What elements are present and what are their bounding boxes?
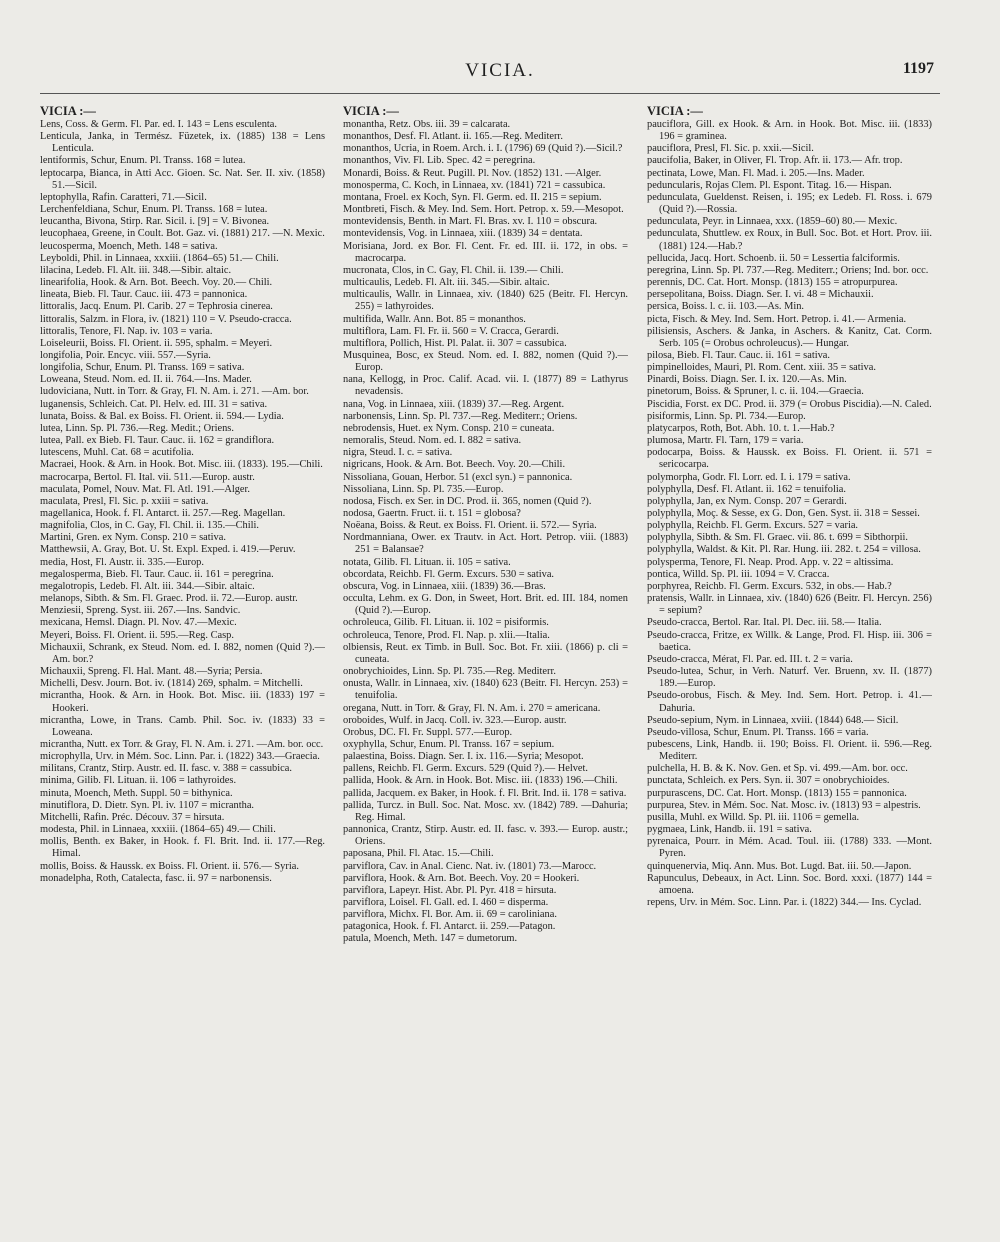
index-entry: leucantha, Bivona, Stirp. Rar. Sicil. i. [9] = V. Bivonea. [40, 216, 270, 228]
index-entry: onusta, Wallr. in Linnaea, xiv. (1840) 623 (Beitr. Fl. Hercyn. 253) = tenuifolia. [343, 678, 628, 702]
index-entry: monanthos, Desf. Fl. Atlant. ii. 165.—Reg. Mediterr. [343, 131, 563, 143]
index-entry: pectinata, Lowe, Man. Fl. Mad. i. 205.—Ins. Mader. [647, 167, 865, 179]
index-entry: pimpinelloides, Mauri, Pl. Rom. Cent. xiii. 35 = sativa. [647, 362, 876, 374]
index-entry: onobrychioides, Linn. Sp. Pl. 735.—Reg. Mediterr. [343, 666, 556, 678]
index-entry: perennis, DC. Cat. Hort. Monsp. (1813) 155 = atropurpurea. [647, 277, 898, 289]
index-entry: peduncularis, Rojas Clem. Pl. Espont. Titag. 16.— Hispan. [647, 179, 892, 191]
index-entry: podocarpa, Boiss. & Haussk. ex Boiss. Fl. Orient. ii. 571 = sericocarpa. [647, 447, 932, 471]
index-entry: pedunculata, Peyr. in Linnaea, xxx. (1859–60) 80.— Mexic. [647, 216, 898, 228]
index-entry: leucophaea, Greene, in Coult. Bot. Gaz. vi. (1881) 217. —N. Mexic. [40, 228, 325, 240]
index-entry: Nordmanniana, Ower. ex Trautv. in Act. Hort. Petrop. viii. (1883) 251 = Balansae? [343, 532, 628, 556]
index-entry: lutea, Pall. ex Bieb. Fl. Taur. Cauc. ii. 162 = grandiflora. [40, 435, 275, 447]
index-entry: Leyboldi, Phil. in Linnaea, xxxiii. (1864–65) 51.— Chili. [40, 252, 279, 264]
index-entry: polyphylla, Jan, ex Nym. Consp. 207 = Gerardi. [647, 495, 847, 507]
index-entry: notata, Gilib. Fl. Lituan. ii. 105 = sativa. [343, 556, 511, 568]
index-entry: Orobus, DC. Fl. Fr. Suppl. 577.—Europ. [343, 726, 513, 738]
index-entry: media, Host, Fl. Austr. ii. 335.—Europ. [40, 556, 204, 568]
entry-list [40, 119, 325, 885]
index-entry: Rapunculus, Debeaux, in Act. Linn. Soc. Bord. xxxi. (1877) 144 = amoena. [647, 872, 932, 896]
index-entry: Michelli, Desv. Journ. Bot. iv. (1814) 269, sphalm. = Mitchelli. [40, 678, 303, 690]
index-entry: Piscidia, Forst. ex DC. Prod. ii. 379 (= Orobus Piscidia).—N. Caled. [647, 398, 932, 410]
index-entry: minutiflora, D. Dietr. Syn. Pl. iv. 1107 = micrantha. [40, 799, 255, 811]
index-entry: paposana, Phil. Fl. Atac. 15.—Chili. [343, 848, 494, 860]
index-entry: microphylla, Urv. in Mém. Soc. Linn. Par. i. (1822) 343.—Graecia. [40, 751, 320, 763]
index-entry: nigricans, Hook. & Arn. Bot. Beech. Voy. 20.—Chili. [343, 459, 566, 471]
index-entry: Martini, Gren. ex Nym. Consp. 210 = sativa. [40, 532, 226, 544]
index-entry: multiflora, Pollich, Hist. Pl. Palat. ii. 307 = cassubica. [343, 337, 567, 349]
index-entry: plumosa, Martr. Fl. Tarn, 179 = varia. [647, 435, 804, 447]
index-entry: magellanica, Hook. f. Fl. Antarct. ii. 257.—Reg. Magellan. [40, 508, 286, 519]
index-entry: Pseudo-villosa, Schur, Enum. Pl. Transs. 166 = varia. [647, 726, 869, 738]
header-rule [40, 93, 940, 94]
index-entry: longifolia, Poir. Encyc. viii. 557.—Syria. [40, 349, 211, 361]
index-entry: pannonica, Crantz, Stirp. Austr. ed. II. fasc. v. 393.— Europ. austr.; Oriens. [343, 824, 628, 848]
index-entry: leptophylla, Rafin. Caratteri, 71.—Sicil. [40, 191, 207, 203]
index-entry: pallida, Jacquem. ex Baker, in Hook. f. Fl. Brit. Ind. ii. 178 = sativa. [343, 787, 627, 799]
index-entry: Loiseleurii, Boiss. Fl. Orient. ii. 595, sphalm. = Meyeri. [40, 337, 273, 349]
index-entry: polysperma, Tenore, Fl. Neap. Prod. App. v. 22 = altissima. [647, 556, 894, 568]
index-entry: purpurea, Stev. in Mém. Soc. Nat. Mosc. iv. (1813) 93 = alpestris. [647, 799, 921, 811]
index-entry: megalosperma, Bieb. Fl. Taur. Cauc. ii. 161 = peregrina. [40, 568, 274, 580]
index-entry: lentiformis, Schur, Enum. Pl. Transs. 168 = lutea. [40, 155, 246, 167]
index-entry: occulta, Lehm. ex G. Don, in Sweet, Hort. Brit. ed. III. 184, nomen (Quid ?).—Europ. [343, 593, 628, 617]
index-entry: minima, Gilib. Fl. Lituan. ii. 106 = lathyroides. [40, 775, 237, 787]
index-entry: lilacina, Ledeb. Fl. Alt. iii. 348.—Sibir. altaic. [40, 264, 232, 276]
column-2 [343, 104, 628, 1224]
index-entry: oregana, Nutt. in Torr. & Gray, Fl. N. Am. i. 270 = americana. [343, 702, 601, 714]
index-entry: micrantha, Hook. & Arn. in Hook. Bot. Misc. iii. (1833) 197 = Hookeri. [40, 690, 325, 714]
index-entry: pubescens, Link, Handb. ii. 190; Boiss. Fl. Orient. ii. 596.—Reg. Mediterr. [647, 738, 932, 763]
index-entry: pallida, Hook. & Arn. in Hook. Bot. Misc. iii. (1833) 196.—Chili. [343, 775, 618, 787]
index-entry: pauciflora, Presl, Fl. Sic. p. xxii.—Sicil. [647, 143, 814, 155]
index-entry: Pseudo-cracca, Mérat, Fl. Par. ed. III. t. 2 = varia. [647, 653, 853, 665]
index-entry: narbonensis, Linn. Sp. Pl. 737.—Reg. Mediterr.; Oriens. [343, 410, 578, 422]
index-entry: pisiformis, Linn. Sp. Pl. 734.—Europ. [647, 410, 806, 422]
index-entry: megalotropis, Ledeb. Fl. Alt. iii. 344.—Sibir. altaic. [40, 580, 255, 592]
index-entry: porphyrea, Reichb. Fl. Germ. Excurs. 532, in obs.— Hab.? [647, 580, 892, 592]
index-entry: persepolitana, Boiss. Diagn. Ser. I. vi. 48 = Michauxii. [647, 289, 874, 301]
index-entry: pilosa, Bieb. Fl. Taur. Cauc. ii. 161 = sativa. [647, 349, 831, 361]
index-entry: polyphylla, Waldst. & Kit. Pl. Rar. Hung. iii. 282. t. 254 = villosa. [647, 544, 921, 556]
index-entry: Menziesii, Spreng. Syst. iii. 267.—Ins. Sandvic. [40, 605, 241, 617]
index-entry: nebrodensis, Huet. ex Nym. Consp. 210 = cuneata. [343, 422, 555, 434]
index-entry: leucosperma, Moench, Meth. 148 = sativa. [40, 240, 218, 252]
index-entry: Pseudo-orobus, Fisch. & Mey. Ind. Sem. Hort. Petrop. i. 41.—Dahuria. [647, 690, 932, 714]
index-entry: mexicana, Hemsl. Diagn. Pl. Nov. 47.—Mexic. [40, 617, 237, 629]
index-entry: Michauxii, Schrank, ex Steud. Nom. ed. I. 882, nomen (Quid ?).—Am. bor.? [40, 641, 325, 665]
index-entry: montevidensis, Benth. in Mart. Fl. Bras. xv. I. 110 = obscura. [343, 216, 598, 228]
index-entry: pellucida, Jacq. Hort. Schoenb. ii. 50 = Lessertia falciformis. [647, 252, 900, 264]
index-entry: parviflora, Michx. Fl. Bor. Am. ii. 69 = caroliniana. [343, 909, 557, 921]
index-entry: luganensis, Schleich. Cat. Pl. Helv. ed. III. 31 = sativa. [40, 398, 268, 410]
index-entry: mollis, Benth. ex Baker, in Hook. f. Fl. Brit. Ind. ii. 177.—Reg. Himal. [40, 836, 325, 860]
index-entry: pedunculata, Gueldenst. Reisen, i. 195; ex Ledeb. Fl. Ross. i. 679 (Quid ?).—Rossia. [647, 191, 932, 216]
index-entry: longifolia, Schur, Enum. Pl. Transs. 169 = sativa. [40, 362, 245, 374]
index-entry: ochroleuca, Tenore, Prod. Fl. Nap. p. xlii.—Italia. [343, 629, 550, 641]
index-entry: pyrenaica, Pourr. in Mém. Acad. Toul. iii. (1788) 333. —Mont. Pyren. [647, 836, 932, 860]
index-entry: oxyphylla, Schur, Enum. Pl. Transs. 167 = sepium. [343, 738, 555, 750]
index-entry: obcordata, Reichb. Fl. Germ. Excurs. 530 = sativa. [343, 568, 555, 580]
index-entry: pauciflora, Gill. ex Hook. & Arn. in Hook. Bot. Misc. iii. (1833) 196 = graminea. [647, 119, 932, 143]
index-entry: obscura, Vog. in Linnaea, xiii. (1839) 36.—Bras. [343, 580, 546, 592]
index-entry: lineata, Bieb. Fl. Taur. Cauc. iii. 473 = pannonica. [40, 289, 248, 301]
page-title: VICIA. [465, 60, 535, 81]
index-entry: pratensis, Wallr. in Linnaea, xiv. (1840) 626 (Beitr. Fl. Hercyn. 256) = sepium? [647, 593, 932, 617]
index-entry: parviflora, Loisel. Fl. Gall. ed. I. 460 = disperma. [343, 897, 549, 908]
index-entry: monadelpha, Roth, Catalecta, fasc. ii. 97 = narbonensis. [40, 872, 272, 884]
index-entry: maculata, Presl, Fl. Sic. p. xxiii = sativa. [40, 495, 209, 507]
index-entry: peregrina, Linn. Sp. Pl. 737.—Reg. Mediterr.; Oriens; Ind. bor. occ. [647, 264, 929, 276]
index-entry: Lerchenfeldiana, Schur, Enum. Pl. Transs. 168 = lutea. [40, 204, 268, 216]
index-entry: nana, Vog. in Linnaea, xiii. (1839) 37.—Reg. Argent. [343, 398, 565, 410]
index-entry: nodosa, Gaertn. Fruct. ii. t. 151 = globosa? [343, 508, 521, 519]
index-entry: Pseudo-lutea, Schur, in Verh. Naturf. Ver. Bruenn, xv. II. (1877) 189.—Europ. [647, 666, 932, 690]
index-entry: montevidensis, Vog. in Linnaea, xiii. (1839) 34 = dentata. [343, 228, 583, 240]
entry-list [343, 119, 628, 946]
index-entry: Michauxii, Spreng. Fl. Hal. Mant. 48.—Syria; Persia. [40, 666, 263, 678]
index-entry: parviflora, Hook. & Arn. Bot. Beech. Voy. 20 = Hookeri. [343, 872, 580, 884]
index-entry: Macraei, Hook. & Arn. in Hook. Bot. Misc. iii. (1833). 195.—Chili. [40, 459, 323, 471]
index-entry: polymorpha, Godr. Fl. Lorr. ed. I. i. 179 = sativa. [647, 471, 851, 483]
index-entry: polyphylla, Moç. & Sesse, ex G. Don, Gen. Syst. ii. 318 = Sessei. [647, 508, 920, 519]
index-entry: Lens, Coss. & Germ. Fl. Par. ed. I. 143 = Lens esculenta. [40, 119, 278, 130]
index-entry: Pseudo-cracca, Bertol. Rar. Ital. Pl. Dec. iii. 58.— Italia. [647, 617, 882, 629]
index-entry: palaestina, Boiss. Diagn. Ser. I. ix. 116.—Syria; Mesopot. [343, 751, 584, 763]
index-entry: Matthewsii, A. Gray, Bot. U. St. Expl. Exped. i. 419.—Peruv. [40, 544, 296, 556]
index-entry: Lenticula, Janka, in Termész. Füzetek, ix. (1885) 138 = Lens Lenticula. [40, 131, 325, 155]
index-entry: Montbreti, Fisch. & Mey. Ind. Sem. Hort. Petrop. x. 59.—Mesopot. [343, 204, 624, 216]
index-entry: repens, Urv. in Mém. Soc. Linn. Par. i. (1822) 344.— Ins. Cyclad. [647, 897, 922, 908]
index-entry: maculata, Pomel, Nouv. Mat. Fl. Atl. 191.—Alger. [40, 483, 251, 495]
index-entry: pedunculata, Shuttlew. ex Roux, in Bull. Soc. Bot. et Hort. Prov. iii. (1881) 124.—Hab.? [647, 228, 932, 252]
index-entry: monanthos, Viv. Fl. Lib. Spec. 42 = peregrina. [343, 155, 536, 167]
index-entry: platycarpos, Roth, Bot. Abh. 10. t. 1.—Hab.? [647, 422, 835, 434]
index-entry: punctata, Schleich. ex Pers. Syn. ii. 307 = onobrychioides. [647, 775, 890, 787]
index-entry: patagonica, Hook. f. Fl. Antarct. ii. 259.—Patagon. [343, 921, 556, 933]
index-entry: olbiensis, Reut. ex Timb. in Bull. Soc. Bot. Fr. xiii. (1866) p. cli = cuneata. [343, 641, 628, 665]
index-entry: pulchella, H. B. & K. Nov. Gen. et Sp. vi. 499.—Am. bor. occ. [647, 763, 908, 775]
index-entry: micrantha, Lowe, in Trans. Camb. Phil. Soc. iv. (1833) 33 = Loweana. [40, 714, 325, 738]
page-number: 1197 [902, 60, 934, 77]
index-entry: polyphylla, Reichb. Fl. Germ. Excurs. 527 = varia. [647, 520, 859, 532]
index-entry: mucronata, Clos, in C. Gay, Fl. Chil. ii. 139.— Chili. [343, 264, 564, 276]
index-entry: monantha, Retz. Obs. iii. 39 = calcarata. [343, 119, 511, 130]
index-entry: lutescens, Muhl. Cat. 68 = acutifolia. [40, 447, 194, 459]
index-entry: Pseudo-cracca, Fritze, ex Willk. & Lange, Prod. Fl. Hisp. iii. 306 = baetica. [647, 629, 932, 653]
index-entry: quinquenervia, Miq. Ann. Mus. Bot. Lugd. Bat. iii. 50.—Japon. [647, 860, 912, 872]
column-heading: VICIA :— [40, 104, 96, 118]
index-entry: polyphylla, Desf. Fl. Atlant. ii. 162 = tenuifolia. [647, 483, 846, 495]
index-entry: nemoralis, Steud. Nom. ed. I. 882 = sativa. [343, 435, 522, 447]
index-entry: Morisiana, Jord. ex Bor. Fl. Cent. Fr. ed. III. ii. 172, in obs. = macrocarpa. [343, 240, 628, 264]
page-header [0, 60, 1000, 90]
index-entry: patula, Moench, Meth. 147 = dumetorum. [343, 933, 518, 945]
index-entry: pallida, Turcz. in Bull. Soc. Nat. Mosc. xv. (1842) 789. —Dahuria; Reg. Himal. [343, 799, 628, 823]
index-entry: pinetorum, Boiss. & Spruner, l. c. ii. 104.—Graecia. [647, 386, 864, 398]
index-entry: mollis, Boiss. & Haussk. ex Boiss. Fl. Orient. ii. 576.— Syria. [40, 860, 299, 872]
index-entry: pontica, Willd. Sp. Pl. iii. 1094 = V. Cracca. [647, 568, 830, 580]
index-entry: Noëana, Boiss. & Reut. ex Boiss. Fl. Orient. ii. 572.— Syria. [343, 520, 597, 532]
index-entry: polyphylla, Sibth. & Sm. Fl. Graec. vii. 86. t. 699 = Sibthorpii. [647, 532, 909, 544]
index-entry: minuta, Moench, Meth. Suppl. 50 = bithynica. [40, 787, 233, 799]
index-entry: Nissoliana, Linn. Sp. Pl. 735.—Europ. [343, 483, 504, 495]
index-entry: monanthos, Ucria, in Roem. Arch. i. I. (1796) 69 (Quid ?).—Sicil.? [343, 143, 623, 155]
index-entry: macrocarpa, Bertol. Fl. Ital. vii. 511.—Europ. austr. [40, 471, 255, 483]
index-entry: Monardi, Boiss. & Reut. Pugill. Pl. Nov. (1852) 131. —Alger. [343, 167, 602, 179]
column-3 [647, 104, 932, 1224]
index-entry: melanops, Sibth. & Sm. Fl. Graec. Prod. ii. 72.—Europ. austr. [40, 593, 298, 605]
index-entry: Mitchelli, Rafin. Préc. Découv. 37 = hirsuta. [40, 811, 225, 823]
index-entry: Loweana, Steud. Nom. ed. II. ii. 764.—Ins. Mader. [40, 374, 252, 386]
index-entry: modesta, Phil. in Linnaea, xxxiii. (1864–65) 49.— Chili. [40, 824, 276, 836]
column-1 [40, 104, 325, 1224]
index-entry: pygmaea, Link, Handb. ii. 191 = sativa. [647, 824, 812, 836]
index-entry: multicaulis, Ledeb. Fl. Alt. iii. 345.—Sibir. altaic. [343, 277, 550, 289]
index-entry: micrantha, Nutt. ex Torr. & Gray, Fl. N. Am. i. 271. —Am. bor. occ. [40, 738, 324, 750]
index-entry: pallens, Reichb. Fl. Germ. Excurs. 529 (Quid ?).— Helvet. [343, 763, 588, 775]
index-entry: littoralis, Jacq. Enum. Pl. Carib. 27 = Tephrosia cinerea. [40, 301, 273, 313]
index-entry: Meyeri, Boiss. Fl. Orient. ii. 595.—Reg. Casp. [40, 629, 234, 641]
index-entry: nana, Kellogg, in Proc. Calif. Acad. vii. I. (1877) 89 = Lathyrus nevadensis. [343, 374, 628, 398]
index-entry: Nissoliana, Gouan, Herbor. 51 (excl syn.) = pannonica. [343, 471, 573, 483]
index-entry: littoralis, Tenore, Fl. Nap. iv. 103 = varia. [40, 325, 213, 337]
index-entry: magnifolia, Clos, in C. Gay, Fl. Chil. ii. 135.—Chili. [40, 520, 259, 532]
index-entry: paucifolia, Baker, in Oliver, Fl. Trop. Afr. ii. 173.— Afr. trop. [647, 155, 903, 167]
index-entry: montana, Froel. ex Koch, Syn. Fl. Germ. ed. II. 215 = sepium. [343, 191, 602, 203]
index-entry: persica, Boiss. l. c. ii. 103.—As. Min. [647, 301, 805, 313]
index-entry: monosperma, C. Koch, in Linnaea, xv. (1841) 721 = cassubica. [343, 179, 606, 191]
index-entry: parviflora, Lapeyr. Hist. Abr. Pl. Pyr. 418 = hirsuta. [343, 884, 557, 896]
column-heading: VICIA :— [647, 104, 703, 118]
index-entry: militans, Crantz, Stirp. Austr. ed. II. fasc. v. 388 = cassubica. [40, 763, 292, 775]
index-entry: linearifolia, Hook. & Arn. Bot. Beech. Voy. 20.— Chili. [40, 277, 273, 289]
index-entry: littoralis, Salzm. in Flora, iv. (1821) 110 = V. Pseudo-cracca. [40, 313, 292, 325]
index-entry: Musquinea, Bosc, ex Steud. Nom. ed. I. 882, nomen (Quid ?).—Europ. [343, 349, 628, 374]
index-entry: multicaulis, Wallr. in Linnaea, xiv. (1840) 625 (Beitr. Fl. Hercyn. 255) = lathyroides. [343, 289, 628, 313]
index-entry: ochroleuca, Gilib. Fl. Lituan. ii. 102 = pisiformis. [343, 617, 549, 629]
index-entry: nigra, Steud. I. c. = sativa. [343, 447, 453, 459]
index-entry: picta, Fisch. & Mey. Ind. Sem. Hort. Petrop. i. 41.— Armenia. [647, 313, 907, 325]
column-heading: VICIA :— [343, 104, 399, 118]
index-entry: parviflora, Cav. in Anal. Cienc. Nat. iv. (1801) 73.—Marocc. [343, 860, 597, 872]
index-entry: pusilla, Muhl. ex Willd. Sp. Pl. iii. 1106 = gemella. [647, 811, 860, 823]
index-entry: leptocarpa, Bianca, in Atti Acc. Gioen. Sc. Nat. Ser. II. xiv. (1858) 51.—Sicil. [40, 167, 325, 191]
index-entry: purpurascens, DC. Cat. Hort. Monsp. (1813) 155 = pannonica. [647, 787, 907, 799]
index-entry: multifida, Wallr. Ann. Bot. 85 = monanthos. [343, 313, 526, 325]
index-entry: Pinardi, Boiss. Diagn. Ser. I. ix. 120.—As. Min. [647, 374, 847, 386]
index-entry: oroboides, Wulf. in Jacq. Coll. iv. 323.—Europ. austr. [343, 714, 567, 726]
index-entry: ludoviciana, Nutt. in Torr. & Gray, Fl. N. Am. i. 271. —Am. bor. [40, 386, 309, 398]
index-entry: lunata, Boiss. & Bal. ex Boiss. Fl. Orient. ii. 594.— Lydia. [40, 410, 284, 422]
index-entry: nodosa, Fisch. ex Ser. in DC. Prod. ii. 365, nomen (Quid ?). [343, 495, 592, 507]
index-entry: pilisiensis, Aschers. & Janka, in Aschers. & Kanitz, Cat. Corm. Serb. 105 (= Orobus ochroleucus).— Hungar. [647, 325, 932, 349]
entry-list [647, 119, 932, 909]
index-entry: lutea, Linn. Sp. Pl. 736.—Reg. Medit.; Oriens. [40, 422, 234, 434]
index-entry: multiflora, Lam. Fl. Fr. ii. 560 = V. Cracca, Gerardi. [343, 325, 559, 337]
index-entry: Pseudo-sepium, Nym. in Linnaea, xviii. (1844) 648.— Sicil. [647, 714, 899, 726]
